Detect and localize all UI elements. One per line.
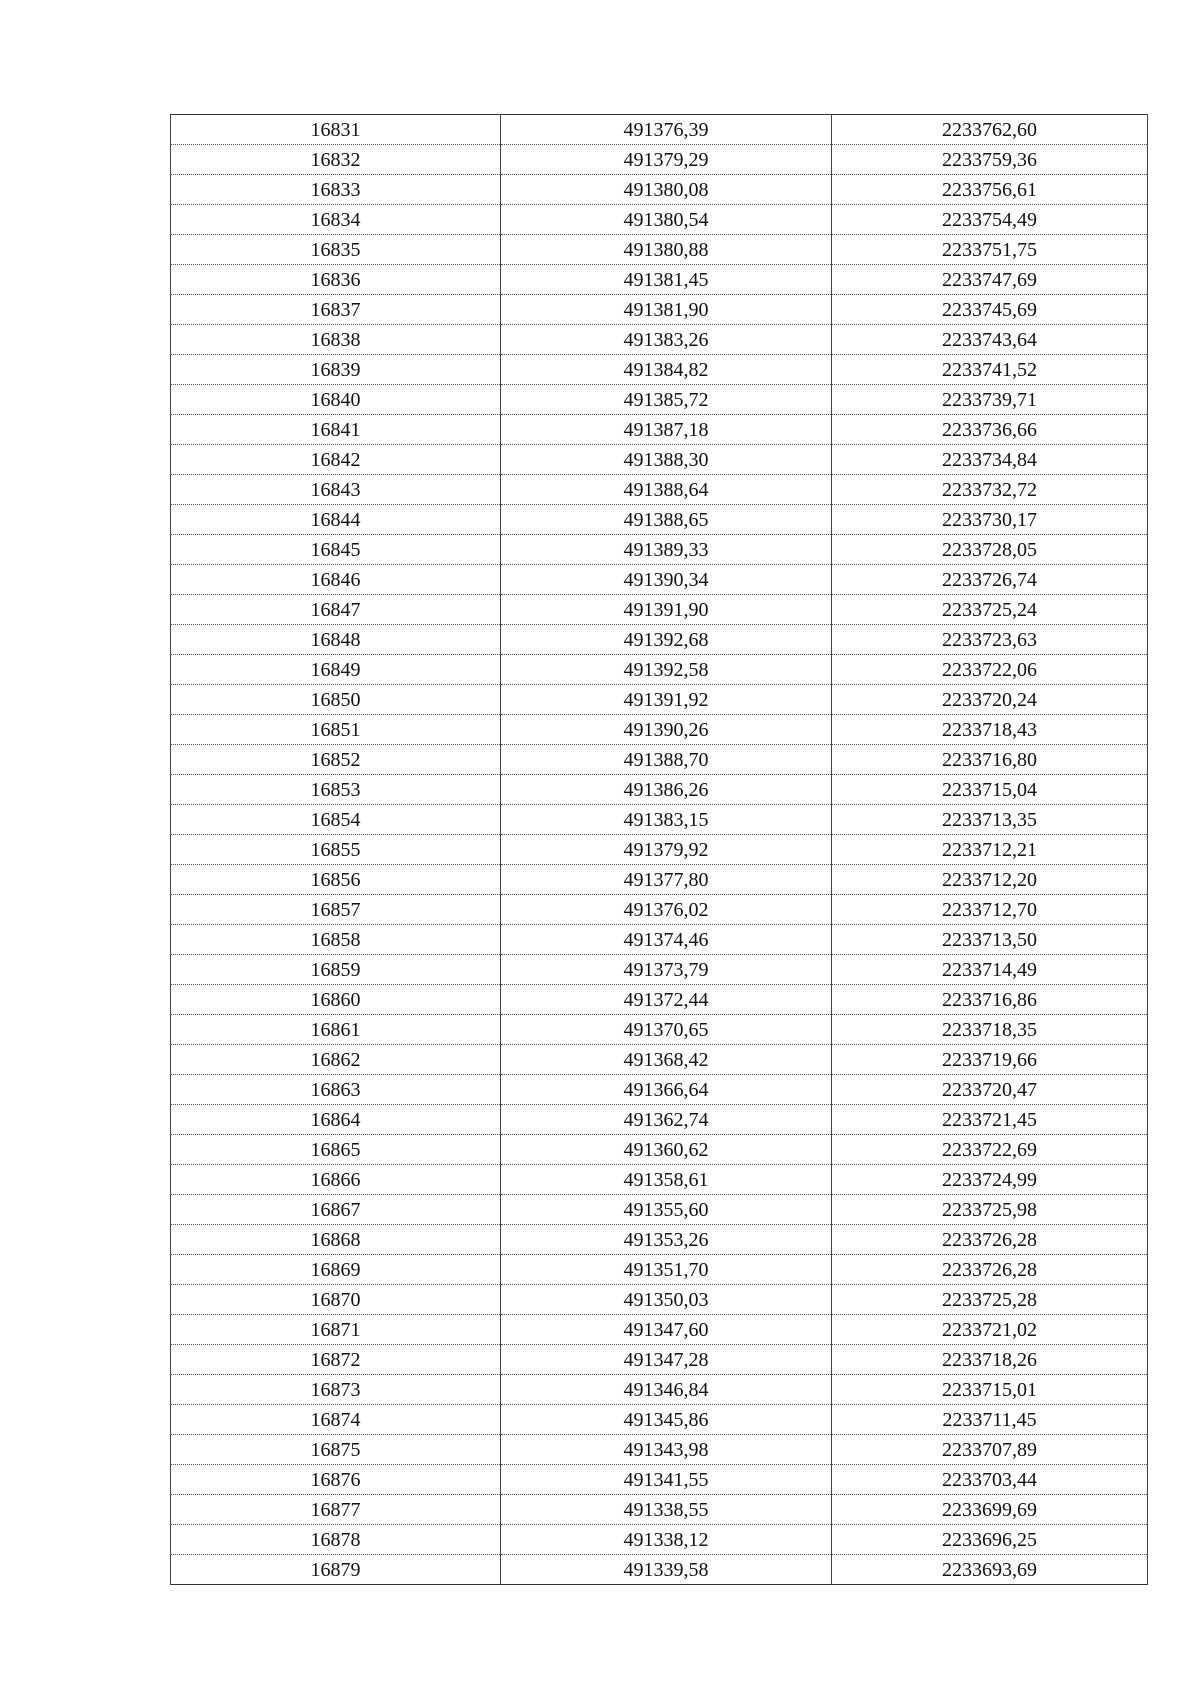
table-row — [171, 1555, 1148, 1585]
table-row — [171, 745, 1148, 775]
x-coordinate-cell: 491383,15 — [501, 805, 832, 835]
y-coordinate-cell: 2233741,52 — [832, 355, 1148, 385]
point-number-cell: 16869 — [171, 1255, 501, 1285]
point-number-cell: 16879 — [171, 1555, 501, 1585]
table-row — [171, 655, 1148, 685]
y-coordinate-cell: 2233699,69 — [832, 1495, 1148, 1525]
point-number-cell: 16856 — [171, 865, 501, 895]
table-row — [171, 595, 1148, 625]
point-number-cell: 16878 — [171, 1525, 501, 1555]
table-row — [171, 265, 1148, 295]
point-number-cell: 16835 — [171, 235, 501, 265]
point-number-cell: 16865 — [171, 1135, 501, 1165]
point-number-cell: 16852 — [171, 745, 501, 775]
x-coordinate-cell: 491366,64 — [501, 1075, 832, 1105]
table-row — [171, 355, 1148, 385]
table-row — [171, 895, 1148, 925]
y-coordinate-cell: 2233725,28 — [832, 1285, 1148, 1315]
point-number-cell: 16861 — [171, 1015, 501, 1045]
point-number-cell: 16870 — [171, 1285, 501, 1315]
point-number-cell: 16834 — [171, 205, 501, 235]
x-coordinate-cell: 491381,45 — [501, 265, 832, 295]
table-row — [171, 1465, 1148, 1495]
y-coordinate-cell: 2233711,45 — [832, 1405, 1148, 1435]
table-row — [171, 1495, 1148, 1525]
table-row — [171, 1255, 1148, 1285]
table-row — [171, 1345, 1148, 1375]
x-coordinate-cell: 491368,42 — [501, 1045, 832, 1075]
point-number-cell: 16832 — [171, 145, 501, 175]
x-coordinate-cell: 491380,88 — [501, 235, 832, 265]
point-number-cell: 16836 — [171, 265, 501, 295]
point-number-cell: 16873 — [171, 1375, 501, 1405]
table-row — [171, 805, 1148, 835]
table-row — [171, 685, 1148, 715]
x-coordinate-cell: 491388,65 — [501, 505, 832, 535]
x-coordinate-cell: 491377,80 — [501, 865, 832, 895]
y-coordinate-cell: 2233716,80 — [832, 745, 1148, 775]
y-coordinate-cell: 2233720,24 — [832, 685, 1148, 715]
x-coordinate-cell: 491338,55 — [501, 1495, 832, 1525]
point-number-cell: 16857 — [171, 895, 501, 925]
x-coordinate-cell: 491370,65 — [501, 1015, 832, 1045]
x-coordinate-cell: 491389,33 — [501, 535, 832, 565]
point-number-cell: 16862 — [171, 1045, 501, 1075]
x-coordinate-cell: 491388,30 — [501, 445, 832, 475]
table-row — [171, 1435, 1148, 1465]
point-number-cell: 16860 — [171, 985, 501, 1015]
table-row — [171, 1045, 1148, 1075]
table-row — [171, 1525, 1148, 1555]
x-coordinate-cell: 491362,74 — [501, 1105, 832, 1135]
table-row — [171, 985, 1148, 1015]
x-coordinate-cell: 491391,90 — [501, 595, 832, 625]
table-row — [171, 205, 1148, 235]
x-coordinate-cell: 491346,84 — [501, 1375, 832, 1405]
point-number-cell: 16871 — [171, 1315, 501, 1345]
x-coordinate-cell: 491380,08 — [501, 175, 832, 205]
y-coordinate-cell: 2233736,66 — [832, 415, 1148, 445]
y-coordinate-cell: 2233716,86 — [832, 985, 1148, 1015]
table-row — [171, 1285, 1148, 1315]
x-coordinate-cell: 491373,79 — [501, 955, 832, 985]
point-number-cell: 16844 — [171, 505, 501, 535]
point-number-cell: 16841 — [171, 415, 501, 445]
point-number-cell: 16874 — [171, 1405, 501, 1435]
point-number-cell: 16833 — [171, 175, 501, 205]
y-coordinate-cell: 2233718,26 — [832, 1345, 1148, 1375]
table-row — [171, 1225, 1148, 1255]
point-number-cell: 16843 — [171, 475, 501, 505]
x-coordinate-cell: 491351,70 — [501, 1255, 832, 1285]
point-number-cell: 16850 — [171, 685, 501, 715]
x-coordinate-cell: 491380,54 — [501, 205, 832, 235]
y-coordinate-cell: 2233732,72 — [832, 475, 1148, 505]
point-number-cell: 16866 — [171, 1165, 501, 1195]
point-number-cell: 16839 — [171, 355, 501, 385]
x-coordinate-cell: 491376,39 — [501, 115, 832, 145]
x-coordinate-cell: 491358,61 — [501, 1165, 832, 1195]
point-number-cell: 16868 — [171, 1225, 501, 1255]
point-number-cell: 16858 — [171, 925, 501, 955]
point-number-cell: 16849 — [171, 655, 501, 685]
y-coordinate-cell: 2233718,43 — [832, 715, 1148, 745]
x-coordinate-cell: 491341,55 — [501, 1465, 832, 1495]
x-coordinate-cell: 491347,28 — [501, 1345, 832, 1375]
coordinates-table-body — [171, 115, 1148, 1585]
point-number-cell: 16842 — [171, 445, 501, 475]
table-row — [171, 1195, 1148, 1225]
y-coordinate-cell: 2233713,50 — [832, 925, 1148, 955]
point-number-cell: 16877 — [171, 1495, 501, 1525]
y-coordinate-cell: 2233703,44 — [832, 1465, 1148, 1495]
table-row — [171, 1165, 1148, 1195]
table-row — [171, 1315, 1148, 1345]
y-coordinate-cell: 2233720,47 — [832, 1075, 1148, 1105]
table-row — [171, 565, 1148, 595]
x-coordinate-cell: 491388,70 — [501, 745, 832, 775]
x-coordinate-cell: 491384,82 — [501, 355, 832, 385]
table-row — [171, 925, 1148, 955]
y-coordinate-cell: 2233759,36 — [832, 145, 1148, 175]
table-row — [171, 505, 1148, 535]
y-coordinate-cell: 2233726,74 — [832, 565, 1148, 595]
x-coordinate-cell: 491350,03 — [501, 1285, 832, 1315]
y-coordinate-cell: 2233722,69 — [832, 1135, 1148, 1165]
x-coordinate-cell: 491386,26 — [501, 775, 832, 805]
table-row — [171, 415, 1148, 445]
y-coordinate-cell: 2233725,98 — [832, 1195, 1148, 1225]
point-number-cell: 16838 — [171, 325, 501, 355]
table-row — [171, 1105, 1148, 1135]
x-coordinate-cell: 491360,62 — [501, 1135, 832, 1165]
point-number-cell: 16840 — [171, 385, 501, 415]
x-coordinate-cell: 491383,26 — [501, 325, 832, 355]
y-coordinate-cell: 2233751,75 — [832, 235, 1148, 265]
table-row — [171, 1375, 1148, 1405]
table-row — [171, 145, 1148, 175]
table-row — [171, 1405, 1148, 1435]
table-row — [171, 1015, 1148, 1045]
point-number-cell: 16846 — [171, 565, 501, 595]
x-coordinate-cell: 491372,44 — [501, 985, 832, 1015]
y-coordinate-cell: 2233715,01 — [832, 1375, 1148, 1405]
x-coordinate-cell: 491376,02 — [501, 895, 832, 925]
point-number-cell: 16851 — [171, 715, 501, 745]
y-coordinate-cell: 2233724,99 — [832, 1165, 1148, 1195]
y-coordinate-cell: 2233726,28 — [832, 1225, 1148, 1255]
y-coordinate-cell: 2233723,63 — [832, 625, 1148, 655]
y-coordinate-cell: 2233726,28 — [832, 1255, 1148, 1285]
table-row — [171, 295, 1148, 325]
x-coordinate-cell: 491355,60 — [501, 1195, 832, 1225]
y-coordinate-cell: 2233721,02 — [832, 1315, 1148, 1345]
y-coordinate-cell: 2233696,25 — [832, 1525, 1148, 1555]
y-coordinate-cell: 2233714,49 — [832, 955, 1148, 985]
point-number-cell: 16847 — [171, 595, 501, 625]
x-coordinate-cell: 491388,64 — [501, 475, 832, 505]
table-row — [171, 115, 1148, 145]
y-coordinate-cell: 2233693,69 — [832, 1555, 1148, 1585]
point-number-cell: 16854 — [171, 805, 501, 835]
y-coordinate-cell: 2233734,84 — [832, 445, 1148, 475]
x-coordinate-cell: 491392,58 — [501, 655, 832, 685]
table-row — [171, 175, 1148, 205]
point-number-cell: 16848 — [171, 625, 501, 655]
x-coordinate-cell: 491374,46 — [501, 925, 832, 955]
x-coordinate-cell: 491381,90 — [501, 295, 832, 325]
table-row — [171, 1135, 1148, 1165]
x-coordinate-cell: 491392,68 — [501, 625, 832, 655]
y-coordinate-cell: 2233762,60 — [832, 115, 1148, 145]
y-coordinate-cell: 2233745,69 — [832, 295, 1148, 325]
x-coordinate-cell: 491347,60 — [501, 1315, 832, 1345]
y-coordinate-cell: 2233754,49 — [832, 205, 1148, 235]
table-row — [171, 535, 1148, 565]
x-coordinate-cell: 491338,12 — [501, 1525, 832, 1555]
point-number-cell: 16831 — [171, 115, 501, 145]
point-number-cell: 16863 — [171, 1075, 501, 1105]
y-coordinate-cell: 2233747,69 — [832, 265, 1148, 295]
y-coordinate-cell: 2233712,20 — [832, 865, 1148, 895]
y-coordinate-cell: 2233722,06 — [832, 655, 1148, 685]
x-coordinate-cell: 491353,26 — [501, 1225, 832, 1255]
y-coordinate-cell: 2233713,35 — [832, 805, 1148, 835]
y-coordinate-cell: 2233721,45 — [832, 1105, 1148, 1135]
x-coordinate-cell: 491343,98 — [501, 1435, 832, 1465]
point-number-cell: 16837 — [171, 295, 501, 325]
point-number-cell: 16853 — [171, 775, 501, 805]
point-number-cell: 16845 — [171, 535, 501, 565]
table-row — [171, 235, 1148, 265]
table-row — [171, 1075, 1148, 1105]
y-coordinate-cell: 2233712,70 — [832, 895, 1148, 925]
y-coordinate-cell: 2233719,66 — [832, 1045, 1148, 1075]
y-coordinate-cell: 2233730,17 — [832, 505, 1148, 535]
table-row — [171, 445, 1148, 475]
point-number-cell: 16876 — [171, 1465, 501, 1495]
x-coordinate-cell: 491339,58 — [501, 1555, 832, 1585]
table-row — [171, 955, 1148, 985]
y-coordinate-cell: 2233712,21 — [832, 835, 1148, 865]
x-coordinate-cell: 491385,72 — [501, 385, 832, 415]
y-coordinate-cell: 2233718,35 — [832, 1015, 1148, 1045]
x-coordinate-cell: 491379,29 — [501, 145, 832, 175]
x-coordinate-cell: 491379,92 — [501, 835, 832, 865]
point-number-cell: 16867 — [171, 1195, 501, 1225]
point-number-cell: 16859 — [171, 955, 501, 985]
table-row — [171, 865, 1148, 895]
y-coordinate-cell: 2233739,71 — [832, 385, 1148, 415]
point-number-cell: 16855 — [171, 835, 501, 865]
x-coordinate-cell: 491387,18 — [501, 415, 832, 445]
table-row — [171, 775, 1148, 805]
y-coordinate-cell: 2233715,04 — [832, 775, 1148, 805]
point-number-cell: 16864 — [171, 1105, 501, 1135]
y-coordinate-cell: 2233743,64 — [832, 325, 1148, 355]
x-coordinate-cell: 491391,92 — [501, 685, 832, 715]
x-coordinate-cell: 491345,86 — [501, 1405, 832, 1435]
coordinates-table — [170, 114, 1148, 1585]
x-coordinate-cell: 491390,34 — [501, 565, 832, 595]
table-row — [171, 385, 1148, 415]
table-row — [171, 715, 1148, 745]
y-coordinate-cell: 2233725,24 — [832, 595, 1148, 625]
table-row — [171, 625, 1148, 655]
table-row — [171, 325, 1148, 355]
y-coordinate-cell: 2233728,05 — [832, 535, 1148, 565]
y-coordinate-cell: 2233756,61 — [832, 175, 1148, 205]
point-number-cell: 16872 — [171, 1345, 501, 1375]
table-row — [171, 835, 1148, 865]
point-number-cell: 16875 — [171, 1435, 501, 1465]
y-coordinate-cell: 2233707,89 — [832, 1435, 1148, 1465]
x-coordinate-cell: 491390,26 — [501, 715, 832, 745]
table-row — [171, 475, 1148, 505]
